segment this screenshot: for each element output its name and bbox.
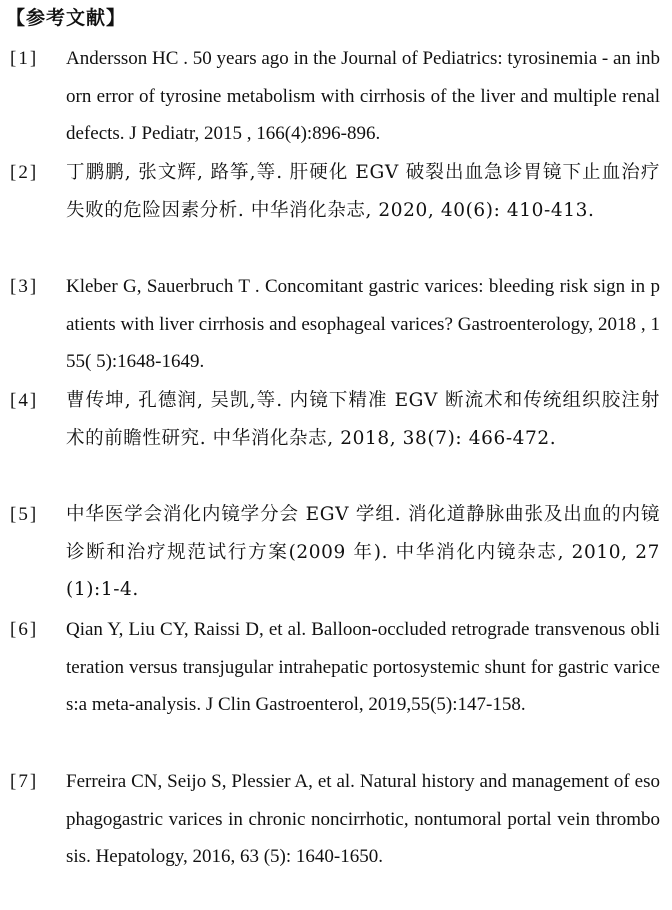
reference-text: Kleber G, Sauerbruch T . Concomitant gastric varices: bleeding risk sign in patients with liver cirrhosis and esophageal varices? Gastroenterology, 2018 , 155( 5):1648-1649. [66,276,660,372]
reference-number: [7] [10,771,39,792]
reference-number: [5] [10,504,39,525]
reference-text: 曹传坤, 孔德润, 吴凯,等. 内镜下精准 EGV 断流术和传统组织胶注射术的前瞻性研究. 中华消化杂志, 2018, 38(7): 466-472. [66,390,660,449]
reference-text: Ferreira CN, Seijo S, Plessier A, et al. Natural history and management of esophagogastric varices in chronic noncirrhotic, nontumoral portal vein thrombosis. Hepatology, 2016, 63 (5): 1640-1650. [66,771,660,867]
reference-text: 中华医学会消化内镜学分会 EGV 学组. 消化道静脉曲张及出血的内镜诊断和治疗规范试行方案(2009 年). 中华消化内镜杂志, 2010, 27(1):1-4. [66,504,660,600]
reference-number: [6] [10,619,39,640]
reference-number: [4] [10,390,39,411]
reference-number: [2] [10,162,39,183]
reference-text: 丁鹏鹏, 张文辉, 路筝,等. 肝硬化 EGV 破裂出血急诊胃镜下止血治疗失败的危险因素分析. 中华消化杂志, 2020, 40(6): 410-413. [66,162,660,221]
reference-text: Qian Y, Liu CY, Raissi D, et al. Balloon-occluded retrograde transvenous obliteration versus transjugular intrahepatic portosystemic shunt for gastric varices:a meta-analysis. J Clin Gastroenterol, 2019,55(5):147-158. [66,619,660,715]
reference-text: Andersson HC . 50 years ago in the Journal of Pediatrics: tyrosinemia - an inborn error of tyrosine metabolism with cirrhosis of the liver and multiple renal defects. J Pediatr, 2015 , 166(4):896-896. [66,48,660,144]
reference-number: [1] [10,48,39,69]
reference-number: [3] [10,276,39,297]
references-heading: 【参考文献】 [6,7,127,29]
